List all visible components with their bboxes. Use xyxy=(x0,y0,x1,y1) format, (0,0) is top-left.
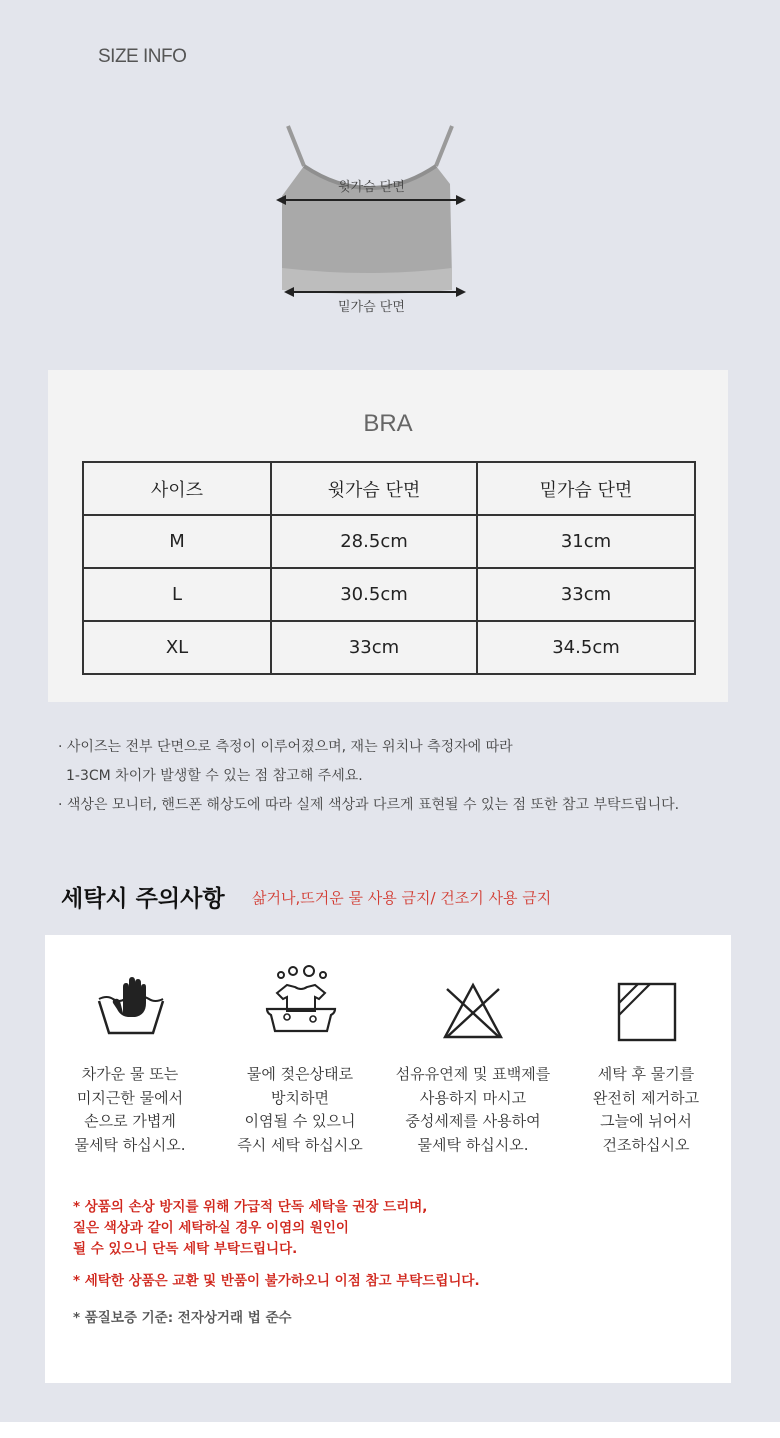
table-caption: BRA xyxy=(363,410,413,437)
care-item-hand-wash xyxy=(95,973,167,1043)
care-item-dry-flat xyxy=(616,981,678,1047)
washing-subtitle: 삶거나,뜨거운 물 사용 금지/ 건조기 사용 금지 xyxy=(252,889,552,907)
care-text-soak xyxy=(215,1063,385,1157)
no-bleach-icon xyxy=(441,981,505,1041)
care-line: 미지근한 물에서 xyxy=(76,1088,184,1107)
size-note-line: · 사이즈는 전부 단면으로 측정이 이루어졌으며, 재는 위치나 측정자에 따라 xyxy=(58,739,513,755)
header-size: 사이즈 xyxy=(83,462,271,515)
care-text-no-bleach xyxy=(388,1063,558,1157)
care-line: 사용하지 마시고 xyxy=(419,1088,527,1107)
size-table-panel xyxy=(48,370,728,702)
washing-title: 세탁시 주의사항 xyxy=(61,886,225,912)
cell-upper-chest: 33cm xyxy=(271,621,477,674)
cell-upper-chest: 30.5cm xyxy=(271,568,477,621)
care-line: 즉시 세탁 하십시오 xyxy=(237,1135,363,1154)
size-table xyxy=(82,461,696,675)
care-text-hand-wash xyxy=(45,1063,215,1157)
under-chest-label: 밑가슴 단면 xyxy=(338,300,405,315)
size-info-title: SIZE INFO xyxy=(98,46,187,67)
care-line: 물세탁 하십시오. xyxy=(74,1135,186,1154)
bottom-strip xyxy=(0,1422,780,1438)
care-line: 차가운 물 또는 xyxy=(81,1065,179,1083)
care-line: 섬유유연제 및 표백제를 xyxy=(395,1065,551,1083)
cell-size: M xyxy=(83,515,271,568)
header-upper-chest: 윗가슴 단면 xyxy=(271,462,477,515)
warning-line: 될 수 있으니 단독 세탁 부탁드립니다. xyxy=(73,1241,298,1257)
table-row xyxy=(83,515,695,568)
care-line: 손으로 가볍게 xyxy=(84,1112,176,1130)
warning-line: * 상품의 손상 방지를 위해 가급적 단독 세탁을 권장 드리며, xyxy=(73,1199,428,1215)
size-note-line: 1-3CM 차이가 발생할 수 있는 점 참고해 주세요. xyxy=(66,768,363,784)
cell-under-chest: 33cm xyxy=(477,568,695,621)
care-line: 중성세제를 사용하여 xyxy=(405,1112,541,1130)
care-line: 물에 젖은상태로 xyxy=(246,1065,354,1083)
table-row xyxy=(83,621,695,674)
cell-size: L xyxy=(83,568,271,621)
soak-basin-icon xyxy=(263,965,339,1039)
cell-size: XL xyxy=(83,621,271,674)
care-line: 건조하십시오 xyxy=(602,1135,690,1154)
hand-wash-icon xyxy=(95,973,167,1039)
care-item-soak xyxy=(263,965,339,1043)
color-note-line: · 색상은 모니터, 핸드폰 해상도에 따라 실제 색상과 다르게 표현될 수 있는 점 또한 참고 부탁드립니다. xyxy=(58,797,680,813)
table-row xyxy=(83,568,695,621)
care-line: 방치하면 xyxy=(271,1088,329,1107)
upper-chest-label: 윗가슴 단면 xyxy=(338,180,405,195)
header-under-chest: 밑가슴 단면 xyxy=(477,462,695,515)
care-line: 완전히 제거하고 xyxy=(592,1088,700,1107)
care-line: 물세탁 하십시오. xyxy=(417,1135,529,1154)
quality-note: * 품질보증 기준: 전자상거래 법 준수 xyxy=(73,1310,292,1326)
dry-flat-shade-icon xyxy=(616,981,678,1043)
care-item-no-bleach xyxy=(441,981,505,1045)
cell-upper-chest: 28.5cm xyxy=(271,515,477,568)
cell-under-chest: 31cm xyxy=(477,515,695,568)
care-line: 세탁 후 물기를 xyxy=(597,1065,695,1083)
warning-line: 짙은 색상과 같이 세탁하실 경우 이염의 원인이 xyxy=(73,1220,349,1236)
table-header-row xyxy=(83,462,695,515)
cell-under-chest: 34.5cm xyxy=(477,621,695,674)
bra-size-figure xyxy=(270,118,470,318)
care-line: 이염될 수 있으니 xyxy=(244,1112,356,1130)
washing-panel xyxy=(45,935,731,1383)
warning-line: * 세탁한 상품은 교환 및 반품이 불가하오니 이점 참고 부탁드립니다. xyxy=(73,1273,480,1289)
care-text-dry-flat xyxy=(561,1063,731,1157)
care-line: 그늘에 뉘어서 xyxy=(600,1112,692,1130)
